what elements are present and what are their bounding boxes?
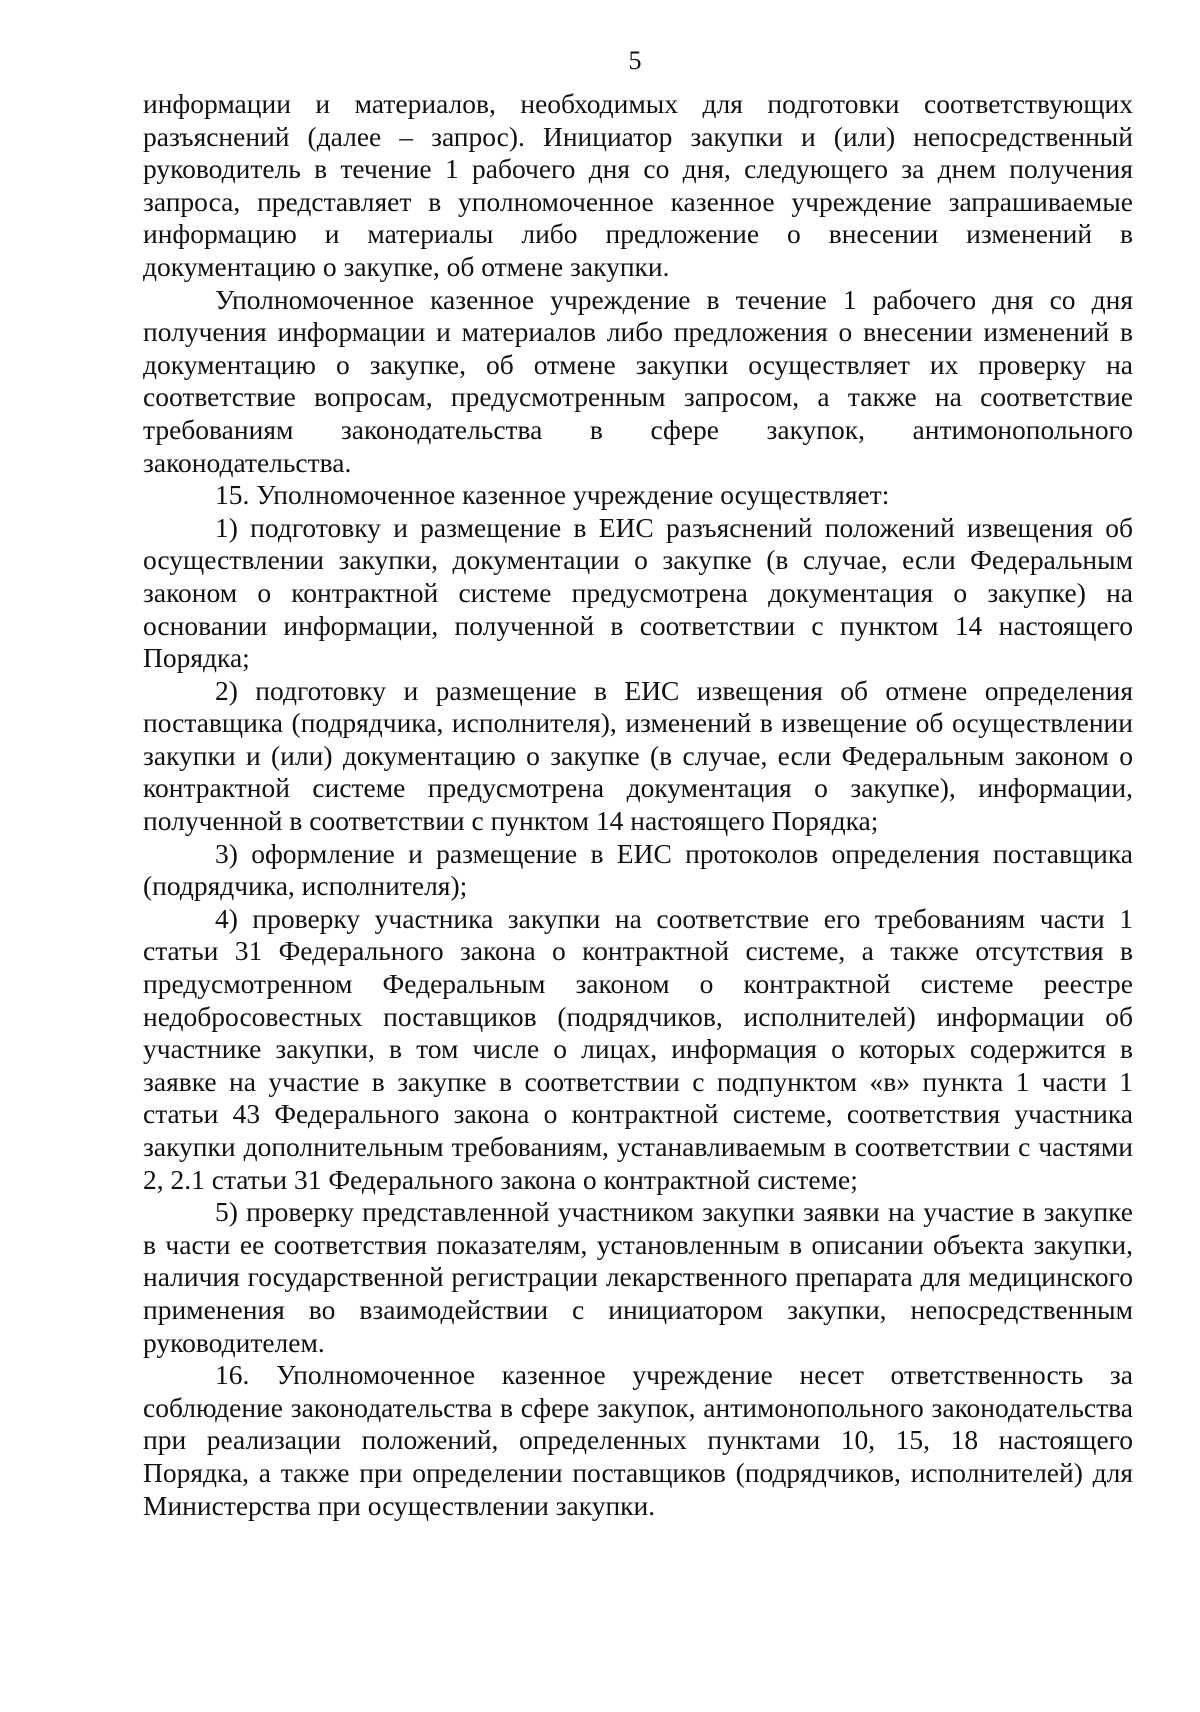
paragraph-item-15-2: 2) подготовку и размещение в ЕИС извещения об отмене определения поставщика (подрядчика, исполнителя), изменений в извещение об осуществлении закупки и (или) документацию о закупке (в случае, если Федеральным законом о контрактной системе предусмотрена документация о закупке), информации, полученной в соответствии с пунктом 14 настоящего Порядка; [143, 674, 1133, 837]
paragraph-item-15-heading: 15. Уполномоченное казенное учреждение осуществляет: [215, 479, 890, 511]
paragraph-verification: Уполномоченное казенное учреждение в течение 1 рабочего дня со дня получения информации и материалов либо предложения о внесении изменений в документацию о закупке, об отмене закупки осуществляет их проверку на соответствие вопросам, предусмотренным запросом, а также на соответствие требованиям законодательства в сфере закупок, антимонопольного законодательства. [143, 283, 1133, 478]
paragraph-item-15-4: 4) проверку участника закупки на соответствие его требованиям части 1 статьи 31 Федерального закона о контрактной системе, а также отсутствия в предусмотренном Федеральным законом о контрактной системе реестре недобросовестных поставщиков (подрядчиков, исполнителей) информации об участнике закупки, в том числе о лицах, информация о которых содержится в заявке на участие в закупке в соответствии с подпунктом «в» пункта 1 части 1 статьи 43 Федерального закона о контрактной системе, соответствия участника закупки дополнительным требованиям, устанавливаемым в соответствии с частями 2, 2.1 статьи 31 Федерального закона о контрактной системе; [143, 902, 1133, 1195]
paragraph-item-15-5: 5) проверку представленной участником закупки заявки на участие в закупке в части ее соответствия показателям, установленным в описании объекта закупки, наличия государственной регистрации лекарственного препарата для медицинского применения во взаимодействии с инициатором закупки, непосредственным руководителем. [143, 1196, 1133, 1358]
paragraph-item-15-3: 3) оформление и размещение в ЕИС протоколов определения поставщика (подрядчика, исполнителя); [143, 837, 1133, 902]
page-number: 5 [628, 46, 642, 75]
paragraph-continuation: информации и материалов, необходимых для подготовки соответствующих разъяснений (далее – запрос). Инициатор закупки и (или) непосредственный руководитель в течение 1 рабочего дня со дня, следующего за днем получения запроса, представляет в уполномоченное казенное учреждение запрашиваемые информацию и материалы либо предложение о внесении изменений в документацию о закупке, об отмене закупки. [143, 88, 1133, 282]
paragraph-item-15-1: 1) подготовку и размещение в ЕИС разъяснений положений извещения об осуществлении закупки, документации о закупке (в случае, если Федеральным законом о контрактной системе предусмотрена документация о закупке) на основании информации, полученной в соответствии с пунктом 14 настоящего Порядка; [143, 511, 1133, 674]
document-body [143, 88, 1133, 1522]
paragraph-item-16: 16. Уполномоченное казенное учреждение несет ответственность за соблюдение законодательства в сфере закупок, антимонопольного законодательства при реализации положений, определенных пунктами 10, 15, 18 настоящего Порядка, а также при определении поставщиков (подрядчиков, исполнителей) для Министерства при осуществлении закупки. [143, 1359, 1133, 1521]
